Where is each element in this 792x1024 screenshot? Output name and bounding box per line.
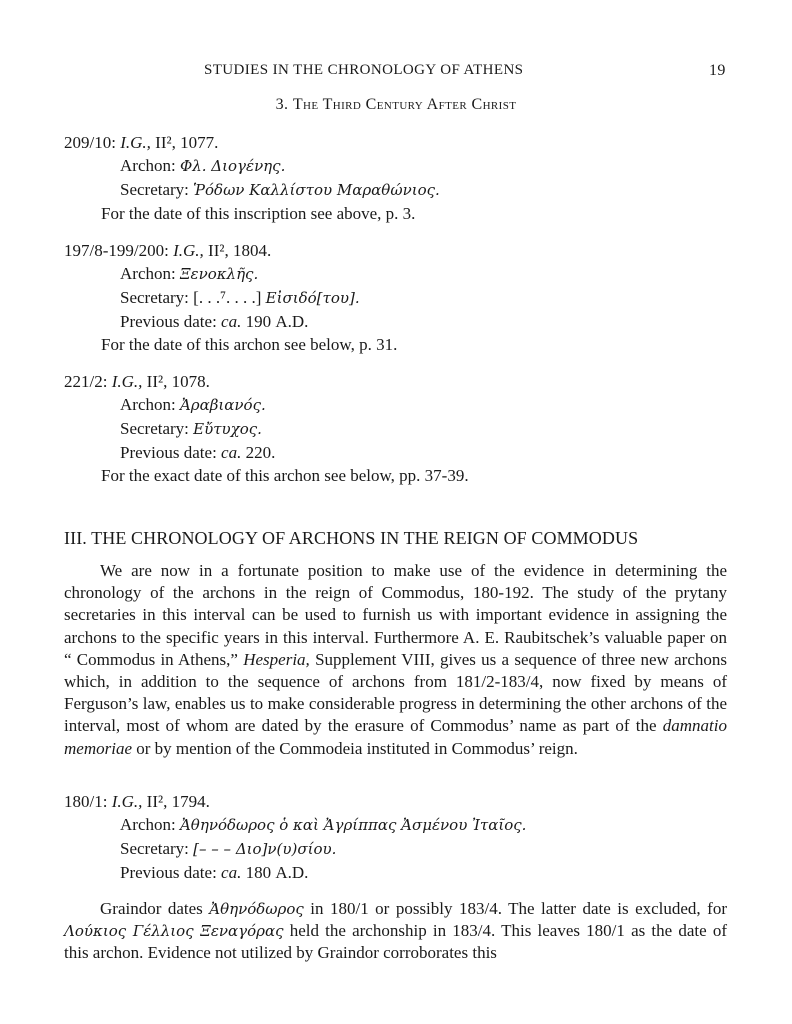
previous-date-value: 220. xyxy=(245,443,276,462)
paragraph-text: Graindor dates xyxy=(100,899,203,918)
entry-note: For the exact date of this archon see below, pp. 37-39. xyxy=(101,466,469,485)
ig-reference: II², 1078. xyxy=(146,372,210,391)
secretary-line xyxy=(120,417,744,441)
section-number: 3. xyxy=(275,96,289,113)
paragraph-text: in 180/1 or possibly 183/4. The latter date is excluded, for xyxy=(310,899,727,918)
previous-date-label: Previous date: xyxy=(120,443,217,462)
page-number: 19 xyxy=(709,62,726,79)
ig-reference: II², 1077. xyxy=(155,133,219,152)
body-paragraph xyxy=(64,560,727,760)
chapter-heading: III. THE CHRONOLOGY OF ARCHONS IN THE REIGN OF COMMODUS xyxy=(64,528,639,548)
entry-heading xyxy=(64,370,744,393)
section-title: The Third Century After Christ xyxy=(292,96,517,113)
running-title: STUDIES IN THE CHRONOLOGY OF ATHENS xyxy=(204,62,524,78)
secretary-line xyxy=(120,837,744,861)
archon-name: Ἀραβιανός. xyxy=(179,396,266,414)
entry-note: For the date of this archon see below, p. 31. xyxy=(101,335,398,354)
entry-year: 209/10: xyxy=(64,133,116,152)
era: A.D. xyxy=(275,312,309,331)
archon-label: Archon: xyxy=(120,815,176,834)
ig-abbrev: I.G., xyxy=(111,792,143,811)
greek-name: Ἀθηνόδωρος xyxy=(209,900,304,918)
secretary-line xyxy=(120,178,744,202)
section-heading xyxy=(0,96,792,114)
entry-year: 180/1: xyxy=(64,792,108,811)
secretary-name: Ῥόδων Καλλίστου Μαραθώνιος. xyxy=(193,181,440,199)
ig-reference: II², 1804. xyxy=(208,241,272,260)
archon-line xyxy=(120,262,744,286)
secretary-label: Secretary: xyxy=(120,288,189,307)
paragraph-text: We are now in a fortunate position to make use of the evidence in determining the chronology of the archons in the reign of Commodus, 180-192. The study of the prytany secretaries in this interval can be used to furnish us with important evidence in assigning the archons to the specific years in this interval. Furthermore A. E. Raubitschek’s valuable paper on “ Commodus in Athens,” xyxy=(64,561,727,669)
ig-abbrev: I.G., xyxy=(173,241,204,260)
secretary-name: Εἰσιδό[του]. xyxy=(265,289,360,307)
era: A.D. xyxy=(275,863,309,882)
previous-date-value: 180 xyxy=(245,863,272,882)
secretary-name: [– – – Διο]ν(υ)σίου. xyxy=(193,840,337,858)
paragraph-text: Supplement VIII, gives us a sequence of three new archons which, in addition to the sequence of archons from 181/2-183/4, now fixed by means of Ferguson’s law, enables us to make considerable progress in determining the other archons of the interval, most of whom are dated by the erasure of Commodus’ name as part of the xyxy=(64,649,727,736)
journal-title: Hesperia, xyxy=(243,649,310,669)
secretary-label: Secretary: xyxy=(120,419,189,438)
archon-name: Φλ. Διογένης. xyxy=(179,157,286,175)
entry-year: 221/2: xyxy=(64,372,108,391)
entry-heading xyxy=(64,131,744,154)
archon-line xyxy=(120,393,744,417)
entry-180 xyxy=(64,790,744,884)
greek-name: Λούκιος Γέλλιος Ξεναγόρας xyxy=(64,922,284,941)
ig-reference: II², 1794. xyxy=(146,792,210,811)
previous-date-value: 190 xyxy=(245,312,272,331)
paragraph-text: or by mention of the Commodeia instituted in Commodus’ reign. xyxy=(136,738,578,758)
secretary-label: Secretary: xyxy=(120,180,189,199)
secretary-lacuna: [. . .⁷. . . .] xyxy=(193,288,262,307)
entry-heading xyxy=(64,790,744,813)
entry-note: For the date of this inscription see above, p. 3. xyxy=(101,204,416,223)
circa: ca. xyxy=(221,443,242,462)
circa: ca. xyxy=(221,863,242,882)
entry-209 xyxy=(64,131,744,225)
archon-label: Archon: xyxy=(120,264,176,283)
secretary-label: Secretary: xyxy=(120,839,189,858)
archon-label: Archon: xyxy=(120,156,176,175)
secretary-line xyxy=(120,286,744,310)
previous-date-line xyxy=(120,861,744,884)
latin-phrase: damnatio memoriae xyxy=(64,716,727,758)
body-paragraph xyxy=(64,898,727,965)
archon-label: Archon: xyxy=(120,395,176,414)
previous-date-line xyxy=(120,310,744,333)
archon-name: Ἀθηνόδωρος ὁ καὶ Ἀγρίππας Ἀσμένου Ἰταῖος. xyxy=(179,816,527,834)
previous-date-line xyxy=(120,441,744,464)
archon-line xyxy=(120,154,744,178)
entry-197 xyxy=(64,239,744,356)
archon-name: Ξενοκλῆς. xyxy=(179,265,259,283)
entry-year: 197/8-199/200: xyxy=(64,241,169,260)
archon-line xyxy=(120,813,744,837)
previous-date-label: Previous date: xyxy=(120,863,217,882)
ig-abbrev: I.G., xyxy=(120,133,151,152)
secretary-name: Εὔτυχος. xyxy=(193,420,262,438)
ig-abbrev: I.G., xyxy=(111,372,143,391)
circa: ca. xyxy=(221,312,242,331)
previous-date-label: Previous date: xyxy=(120,312,217,331)
entry-heading xyxy=(64,239,744,262)
paragraph-text: held the archonship in 183/4. This leaves 180/1 as the date of this archon. Evidence not utilized by Graindor corroborates this xyxy=(64,921,728,963)
entry-221 xyxy=(64,370,744,487)
